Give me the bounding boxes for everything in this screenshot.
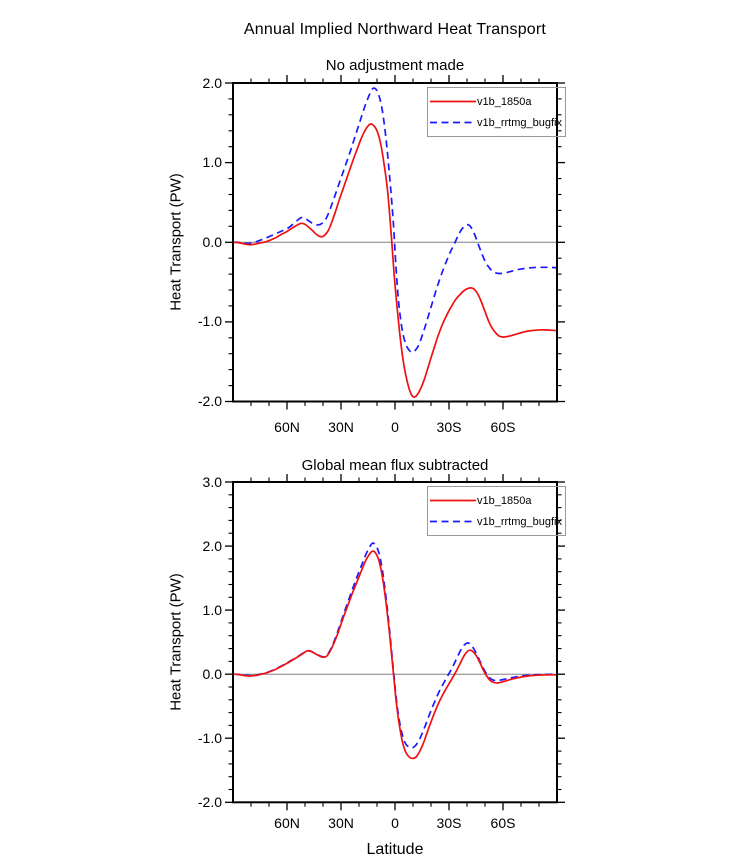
y-tick-label: 0.0 — [202, 233, 222, 250]
top-chart-title: No adjustment made — [325, 57, 465, 74]
x-tick-label: 30S — [436, 419, 462, 435]
bottom-y-axis-label: Heat Transport (PW) — [167, 573, 185, 711]
y-tick-label: -1.0 — [197, 313, 222, 330]
legend-line-solid — [430, 99, 476, 104]
x-tick-label: 60S — [490, 815, 516, 831]
y-tick-label: -2.0 — [197, 793, 222, 810]
x-axis-label: Latitude — [366, 841, 424, 857]
x-tick-label: 60S — [490, 419, 516, 435]
legend-line-dashed — [430, 519, 476, 524]
x-tick-label: 30S — [436, 815, 462, 831]
x-tick-label: 30N — [328, 419, 354, 435]
x-tick-label: 60N — [274, 815, 300, 831]
x-tick-label: 0 — [391, 419, 399, 435]
series-line-v1b_rrtmg_bugfix — [233, 543, 557, 748]
legend-entry — [430, 493, 565, 508]
legend-line-solid — [430, 498, 476, 503]
y-tick-label: 2.0 — [202, 74, 222, 91]
y-tick-label: 2.0 — [202, 537, 222, 554]
bottom-chart-title: Global mean flux subtracted — [301, 457, 489, 474]
top-y-axis-label: Heat Transport (PW) — [167, 173, 185, 311]
x-tick-label: 60N — [274, 419, 300, 435]
legend-entry — [430, 514, 565, 529]
bottom-chart-legend — [427, 486, 566, 536]
y-tick-label: 0.0 — [202, 665, 222, 682]
legend-entry — [430, 115, 565, 130]
main-title: Annual Implied Northward Heat Transport — [243, 21, 547, 38]
legend-label: v1b_rrtmg_bugfix — [477, 116, 562, 129]
y-tick-label: 1.0 — [202, 601, 222, 618]
y-tick-label: 3.0 — [202, 473, 222, 490]
series-line-v1b_1850a — [233, 551, 557, 758]
y-tick-label: 1.0 — [202, 154, 222, 171]
legend-label: v1b_1850a — [477, 95, 532, 108]
x-tick-label: 0 — [391, 815, 399, 831]
legend-line-dashed — [430, 120, 476, 125]
y-tick-label: -1.0 — [197, 729, 222, 746]
y-tick-label: -2.0 — [197, 393, 222, 409]
legend-label: v1b_1850a — [477, 494, 532, 507]
top-chart-legend — [427, 87, 566, 137]
x-tick-label: 30N — [328, 815, 354, 831]
legend-entry — [430, 94, 565, 109]
legend-label: v1b_rrtmg_bugfix — [477, 515, 562, 528]
